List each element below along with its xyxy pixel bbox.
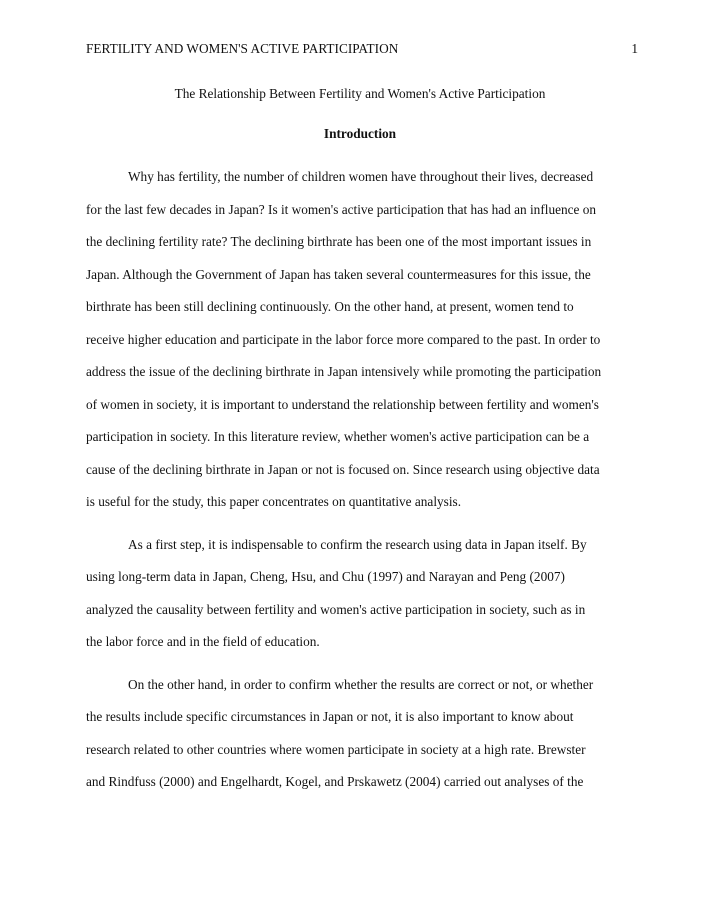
paragraph-1-line-2: for the last few decades in Japan? Is it women's active participation that has had an influence on [86,202,597,217]
section-heading-introduction: Introduction [323,126,397,141]
paragraph-3-line-2: the results include specific circumstances in Japan or not, it is also important to know about [86,709,574,724]
paragraph-1-line-11: is useful for the study, this paper concentrates on quantitative analysis. [86,494,462,509]
paragraph-1-line-10: cause of the declining birthrate in Japan or not is focused on. Since research using objective data [86,462,600,477]
paragraph-1-line-6: receive higher education and participate in the labor force more compared to the past. In order to [86,332,601,347]
paragraph-2-line-1: As a first step, it is indispensable to confirm the research using data in Japan itself. By [128,537,587,552]
paragraph-1-line-5: birthrate has been still declining continuously. On the other hand, at present, women tend to [86,299,574,314]
paragraph-1-line-3: the declining fertility rate? The declining birthrate has been one of the most important issues in [86,234,592,249]
page-number: 1 [631,41,638,56]
paragraph-2-line-2: using long-term data in Japan, Cheng, Hsu, and Chu (1997) and Narayan and Peng (2007) [86,569,565,584]
paragraph-3-line-4: and Rindfuss (2000) and Engelhardt, Kogel, and Prskawetz (2004) carried out analyses of the [86,774,584,789]
paragraph-2-line-3: analyzed the causality between fertility and women's active participation in society, such as in [86,602,586,617]
paragraph-1-line-1: Why has fertility, the number of children women have throughout their lives, decreased [128,169,594,184]
running-head: FERTILITY AND WOMEN'S ACTIVE PARTICIPATION [86,41,399,56]
paragraph-2-line-4: the labor force and in the field of education. [86,634,320,649]
paragraph-1-line-9: participation in society. In this literature review, whether women's active participation can be a [86,429,590,444]
paragraph-3-line-3: research related to other countries where women participate in society at a high rate. Brewster [86,742,586,757]
paragraph-1-line-7: address the issue of the declining birthrate in Japan intensively while promoting the participation [86,364,602,379]
paragraph-1-line-8: of women in society, it is important to understand the relationship between fertility and women's [86,397,599,412]
paragraph-3-line-1: On the other hand, in order to confirm whether the results are correct or not, or whether [128,677,594,692]
paragraph-1-line-4: Japan. Although the Government of Japan has taken several countermeasures for this issue, the [86,267,591,282]
paper-title: The Relationship Between Fertility and Women's Active Participation [174,86,546,101]
